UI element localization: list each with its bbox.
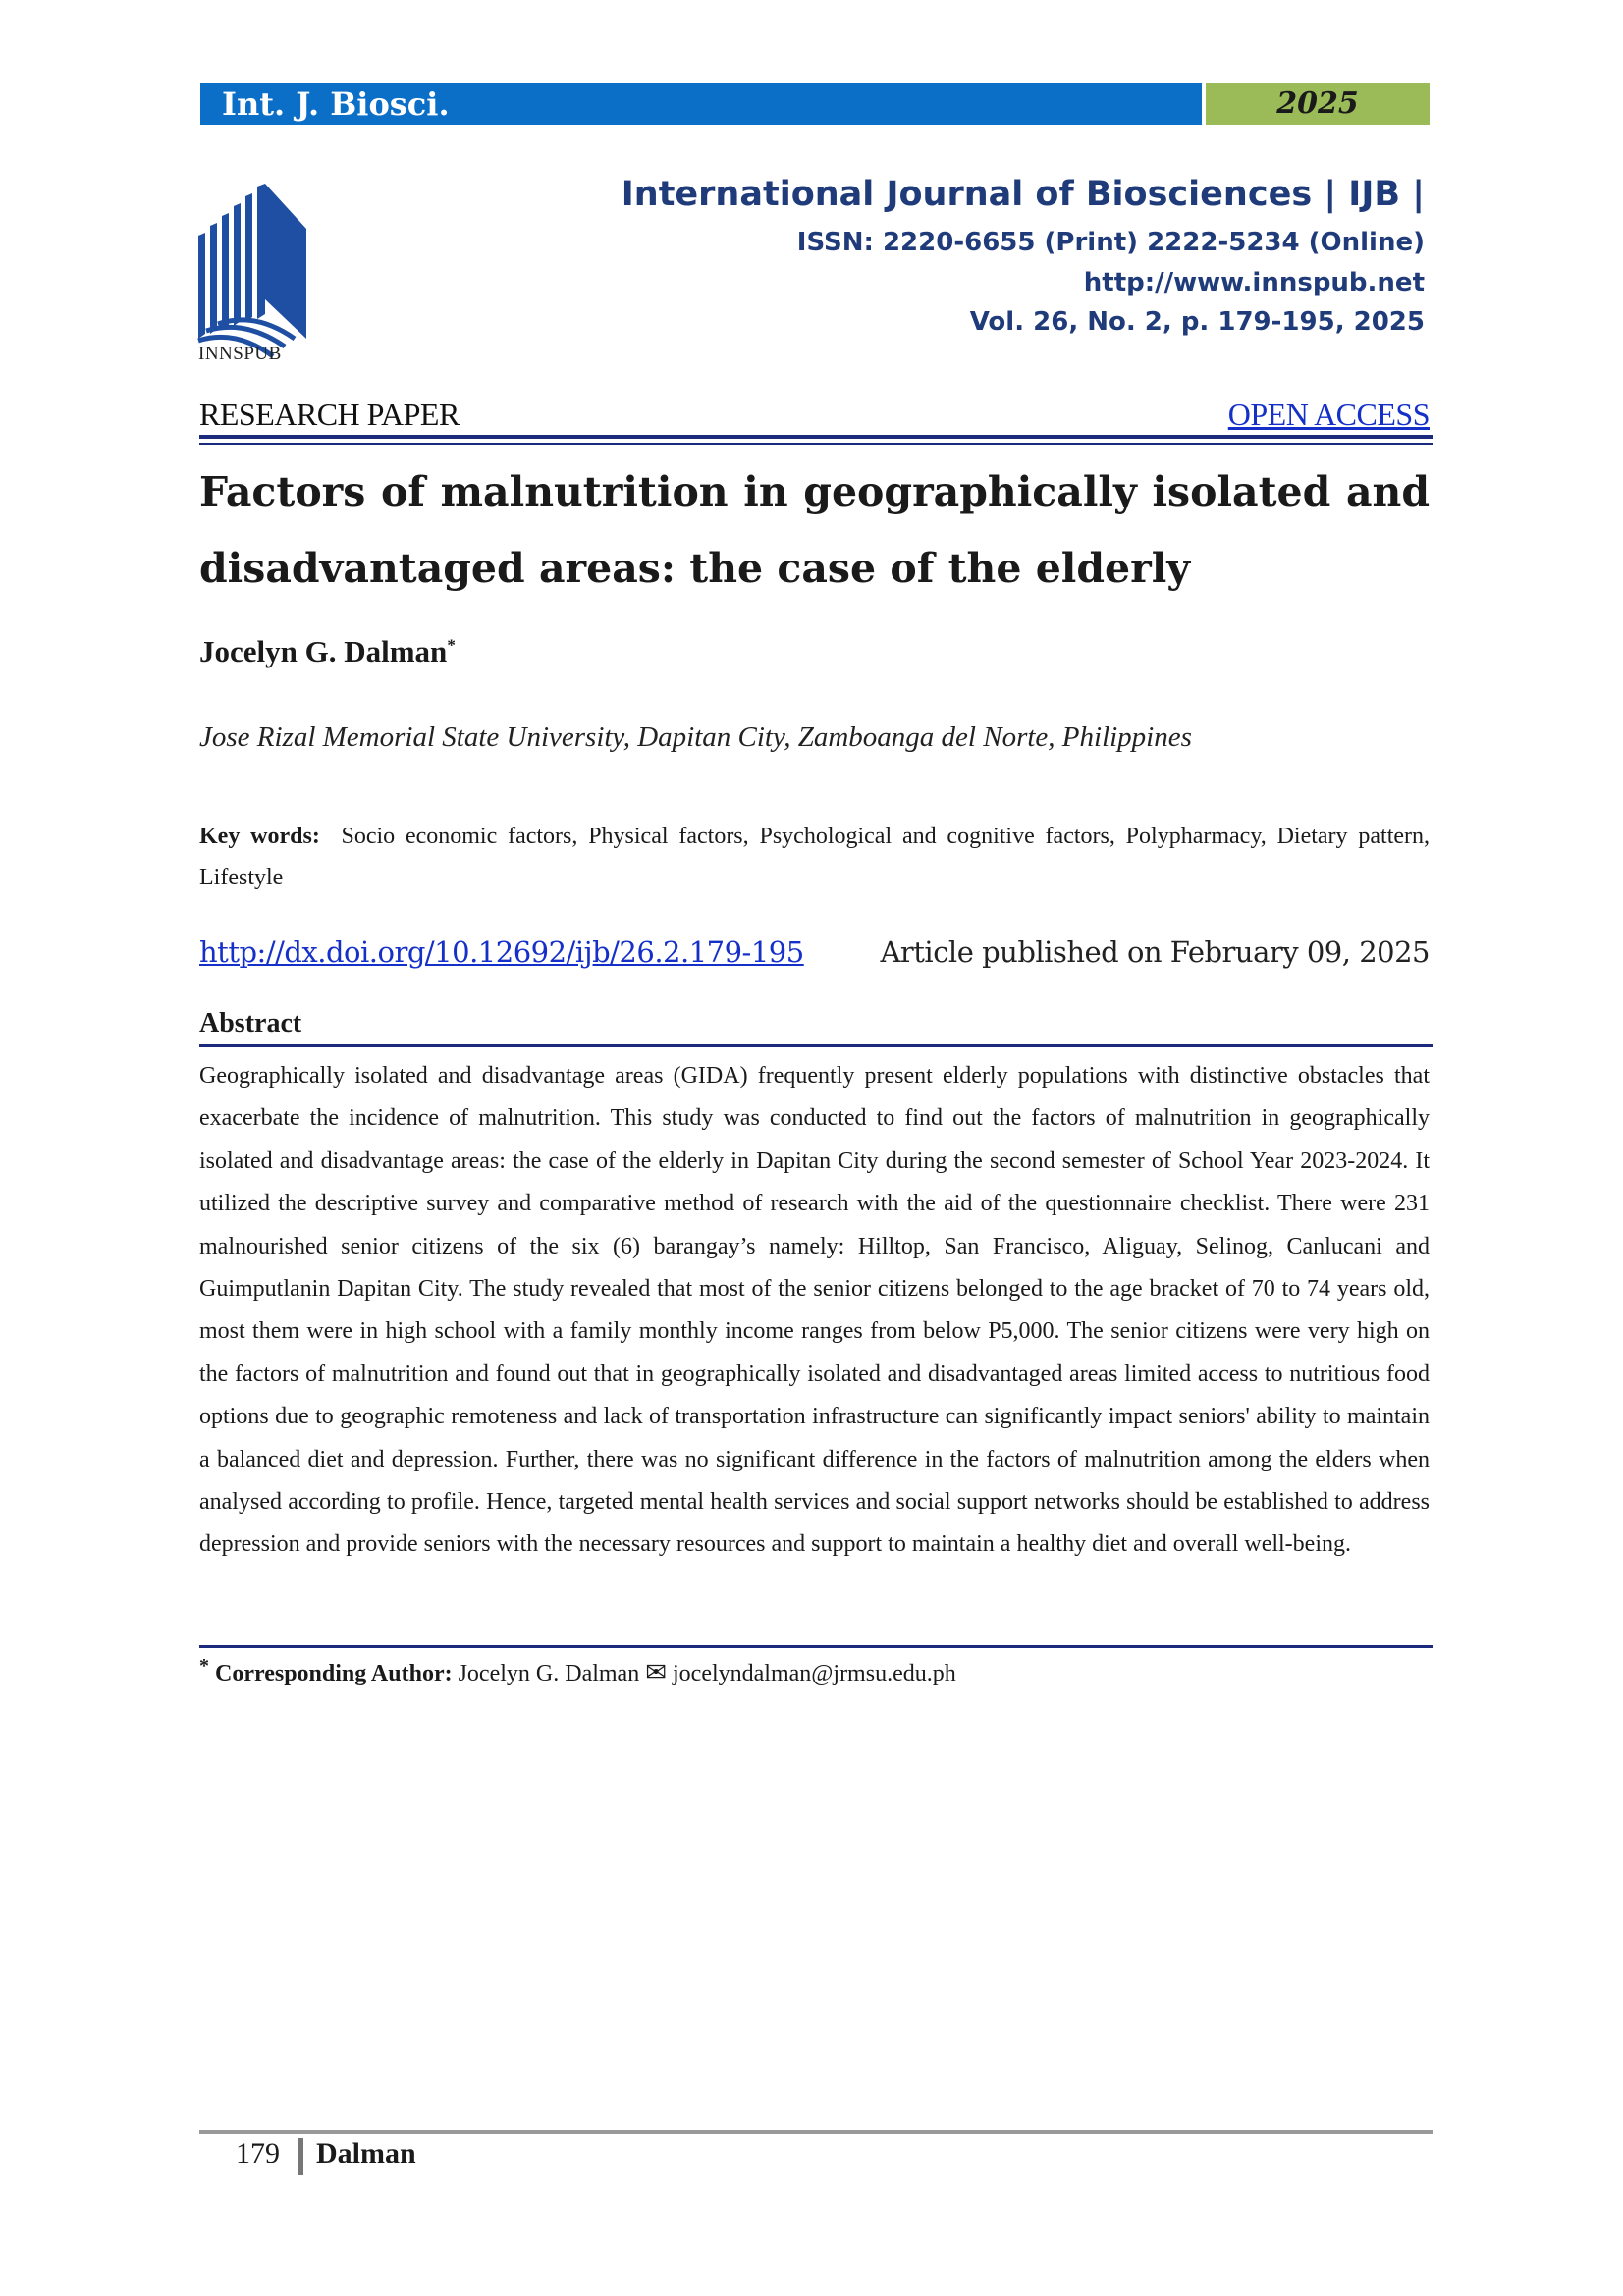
- article-title: [199, 454, 1430, 607]
- page-number: 179: [236, 2137, 280, 2169]
- year-badge: 2025: [1206, 83, 1430, 125]
- corresponding-email[interactable]: jocelyndalman@jrmsu.edu.ph: [673, 1661, 956, 1686]
- article-title-line-1: Factors of malnutrition in geographically isolated and: [199, 468, 1430, 515]
- published-date: Article published on February 09, 2025: [880, 935, 1430, 969]
- header-divider: [199, 435, 1433, 439]
- author-name-text: Jocelyn G. Dalman: [199, 634, 448, 668]
- corresponding-mark: *: [199, 1655, 209, 1677]
- journal-url[interactable]: http://www.innspub.net: [1083, 268, 1425, 297]
- innspub-books-logo-icon: [196, 182, 314, 363]
- author-name: [199, 634, 456, 669]
- journal-volume: Vol. 26, No. 2, p. 179-195, 2025: [969, 307, 1425, 337]
- author-mark: *: [447, 635, 456, 655]
- corresponding-author: [199, 1655, 956, 1687]
- abstract-bottom-rule: [199, 1645, 1433, 1648]
- keywords-label: Key words:: [199, 824, 320, 849]
- footer-separator: [298, 2138, 303, 2175]
- abstract-text: Geographically isolated and disadvantage areas (GIDA) frequently present elderly populations with distinctive obstacles that exacerbate the incidence of malnutrition. This study was conducted to find out the factors of malnutrition in geographically isolated and disadvantage areas: the case of the elderly in Dapitan City during the second semester of School Year 2023-2024. It utilized the descriptive survey and comparative method of research with the aid of the questionnaire checklist. There were 231 malnourished senior citizens of the six (6) barangay’s namely: Hilltop, San Francisco, Aliguay, Selinog, Canlucani and Guimputlanin Dapitan City. The study revealed that most of the senior citizens belonged to the age bracket of 70 to 74 years old, most them were in high school with a family monthly income ranges from below P5,000. The senior citizens were very high on the factors of malnutrition and found out that in geographically isolated and disadvantaged areas limited access to nutritious food options due to geographic remoteness and lack of transportation infrastructure can significantly impact seniors' ability to maintain a balanced diet and depression. Further, there was no significant difference in the factors of malnutrition among the elders when analysed according to profile. Hence, targeted mental health services and social support networks should be established to address depression and provide seniors with the necessary resources and support to maintain a healthy diet and overall well-being.: [199, 1063, 1430, 1558]
- logo-wordmark: INNSPUB: [198, 344, 282, 364]
- author-affiliation: Jose Rizal Memorial State University, Dapitan City, Zamboanga del Norte, Philippines: [199, 721, 1192, 753]
- keywords: [199, 816, 1430, 898]
- journal-short-title-bar: Int. J. Biosci.: [200, 83, 1202, 125]
- corresponding-label: Corresponding Author:: [215, 1661, 453, 1686]
- abstract-heading: Abstract: [199, 1008, 302, 1039]
- open-access-link[interactable]: OPEN ACCESS: [1227, 397, 1430, 432]
- keywords-list: Socio economic factors, Physical factors, Psychological and cognitive factors, Polypharmacy, Dietary pattern, Lifestyle: [199, 824, 1431, 890]
- header-divider-thin: [199, 443, 1433, 445]
- journal-issn: ISSN: 2220-6655 (Print) 2222-5234 (Online): [796, 228, 1425, 257]
- abstract-top-rule: [199, 1044, 1433, 1047]
- article-type-label: RESEARCH PAPER: [199, 397, 460, 432]
- article-title-line-2: disadvantaged areas: the case of the elderly: [199, 545, 1191, 592]
- envelope-icon: ✉: [645, 1658, 668, 1686]
- footer-rule: [199, 2130, 1433, 2134]
- corresponding-name: Jocelyn G. Dalman: [458, 1661, 640, 1686]
- doi-link[interactable]: http://dx.doi.org/10.12692/ijb/26.2.179-195: [199, 935, 804, 969]
- journal-title: International Journal of Biosciences | IJB |: [621, 175, 1425, 214]
- footer-author: Dalman: [316, 2137, 416, 2169]
